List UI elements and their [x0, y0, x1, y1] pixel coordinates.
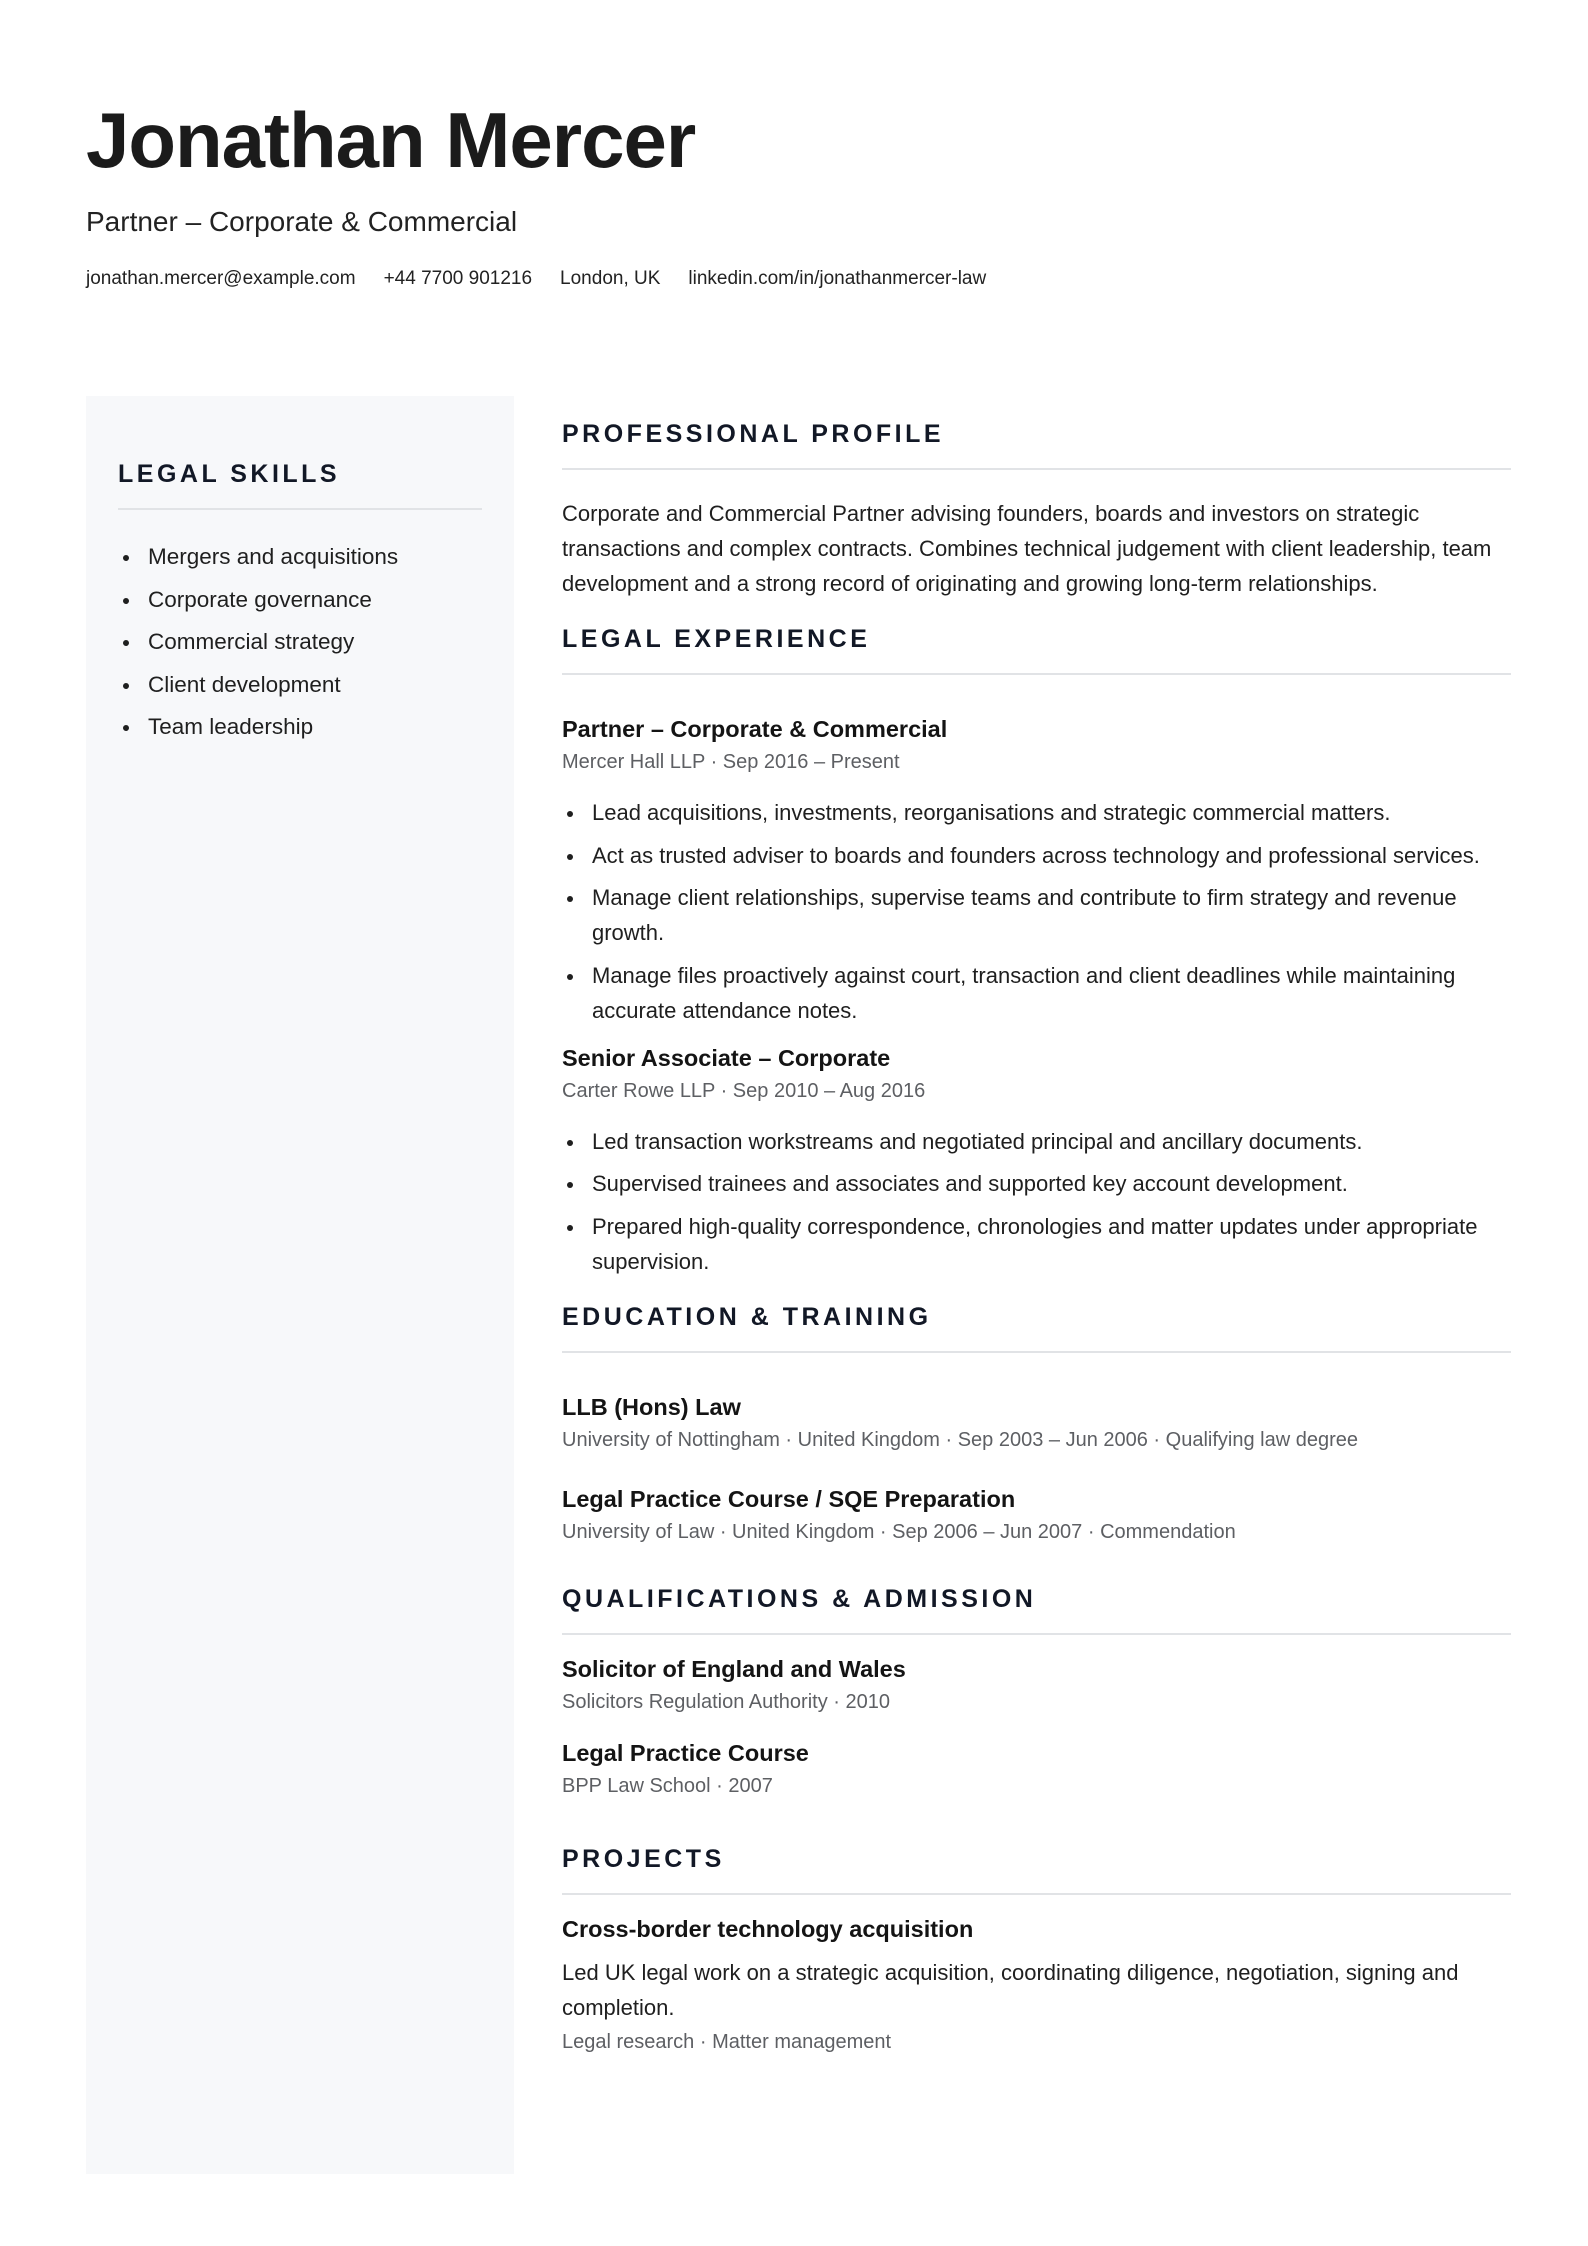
- qualifications-heading: QUALIFICATIONS & ADMISSION: [562, 1584, 1037, 1613]
- skills-heading: LEGAL SKILLS: [118, 460, 341, 488]
- contact-line: [86, 268, 1506, 290]
- job-bullet: Supervised trainees and associates and supported key account development.: [562, 1166, 1511, 1201]
- section-divider: [562, 1633, 1511, 1635]
- job-meta: Mercer Hall LLP · Sep 2016 – Present: [562, 751, 900, 773]
- candidate-name: Jonathan Mercer: [86, 96, 696, 184]
- contact-email: jonathan.mercer@example.com: [86, 268, 356, 289]
- projects-heading: PROJECTS: [562, 1844, 725, 1873]
- skill-item: Corporate governance: [118, 579, 482, 622]
- job-bullet: Prepared high-quality correspondence, chronologies and matter updates under appropriate supervision.: [562, 1209, 1511, 1279]
- qualification-title: Legal Practice Course: [562, 1739, 809, 1766]
- qualification-meta: BPP Law School · 2007: [562, 1774, 773, 1797]
- qualification-item: [562, 1737, 1511, 1801]
- job-bullet: Lead acquisitions, investments, reorganisations and strategic commercial matters.: [562, 795, 1511, 830]
- experience-section: [562, 623, 1511, 1279]
- resume-header: [86, 92, 1506, 290]
- education-title: LLB (Hons) Law: [562, 1393, 741, 1420]
- education-item: [562, 1391, 1511, 1455]
- education-heading: EDUCATION & TRAINING: [562, 1302, 932, 1331]
- education-section: [562, 1301, 1511, 1547]
- education-item: [562, 1483, 1511, 1547]
- job-bullets: [562, 795, 1511, 1028]
- qualification-meta: Solicitors Regulation Authority · 2010: [562, 1690, 890, 1713]
- contact-phone: +44 7700 901216: [383, 268, 533, 289]
- project-item: [562, 1913, 1511, 2057]
- main-column: [562, 418, 1511, 2057]
- sidebar: [86, 396, 514, 2174]
- profile-section: [562, 418, 1511, 601]
- job-title: Senior Associate – Corporate: [562, 1044, 891, 1071]
- project-tags: Legal research · Matter management: [562, 2030, 892, 2053]
- qualifications-section: [562, 1583, 1511, 1801]
- job-bullet: Manage client relationships, supervise teams and contribute to firm strategy and revenue growth.: [562, 880, 1511, 950]
- experience-heading: LEGAL EXPERIENCE: [562, 625, 871, 653]
- qualification-title: Solicitor of England and Wales: [562, 1655, 906, 1682]
- projects-section: [562, 1843, 1511, 2057]
- section-divider: [562, 1351, 1511, 1353]
- profile-text: Corporate and Commercial Partner advising founders, boards and investors on strategic transactions and complex contracts. Combines technical judgement with client leadership, team development and a strong record of originating and growing long-term relationships.: [562, 501, 1492, 596]
- education-title: Legal Practice Course / SQE Preparation: [562, 1485, 1016, 1512]
- candidate-role: Partner – Corporate & Commercial: [86, 206, 518, 237]
- section-divider: [562, 468, 1511, 470]
- skills-list: [118, 536, 482, 749]
- skill-item: Mergers and acquisitions: [118, 536, 482, 579]
- profile-heading: PROFESSIONAL PROFILE: [562, 420, 945, 448]
- skill-item: Team leadership: [118, 706, 482, 749]
- job-bullets: [562, 1124, 1511, 1279]
- job-entry: [562, 713, 1511, 1028]
- contact-location: London, UK: [560, 268, 661, 289]
- skill-item: Commercial strategy: [118, 621, 482, 664]
- job-bullet: Led transaction workstreams and negotiated principal and ancillary documents.: [562, 1124, 1511, 1159]
- job-title: Partner – Corporate & Commercial: [562, 716, 948, 742]
- qualification-item: [562, 1653, 1511, 1717]
- contact-linkedin: linkedin.com/in/jonathanmercer-law: [688, 268, 987, 289]
- project-description: Led UK legal work on a strategic acquisition, coordinating diligence, negotiation, signing and completion.: [562, 1959, 1459, 2020]
- section-divider: [118, 508, 482, 510]
- job-bullet: Manage files proactively against court, transaction and client deadlines while maintaining accurate attendance notes.: [562, 958, 1511, 1028]
- job-bullet: Act as trusted adviser to boards and founders across technology and professional services.: [562, 838, 1511, 873]
- education-meta: University of Nottingham · United Kingdom · Sep 2003 – Jun 2006 · Qualifying law degree: [562, 1428, 1358, 1451]
- section-divider: [562, 1893, 1511, 1895]
- project-title: Cross-border technology acquisition: [562, 1915, 974, 1942]
- job-entry: [562, 1042, 1511, 1279]
- education-meta: University of Law · United Kingdom · Sep 2006 – Jun 2007 · Commendation: [562, 1520, 1236, 1543]
- job-meta: Carter Rowe LLP · Sep 2010 – Aug 2016: [562, 1079, 926, 1102]
- section-divider: [562, 673, 1511, 675]
- skill-item: Client development: [118, 664, 482, 707]
